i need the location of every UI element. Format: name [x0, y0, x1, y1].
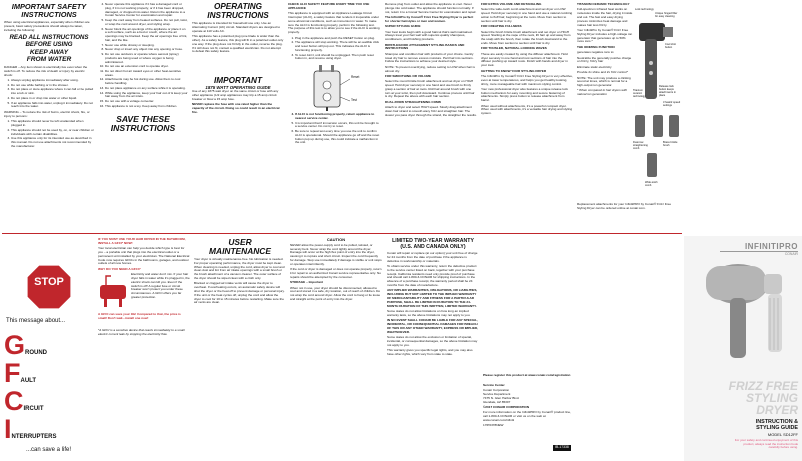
- volume-text: Select the round bristle brush attachment and set dryer on HIGH speed. Hold dryer securely in one hand and use brush to firmly grasp a section of hair at roots. Roll hair around brush with one turn at your wrist, then pull downward. Continue process until hair is dry. Repeat the above with each hair section.: [385, 79, 475, 99]
- gfci-why-heading: WHY DO YOU NEED A GFCI?: [98, 266, 141, 271]
- warranty-title-2: (U.S. AND CANADA ONLY): [400, 244, 466, 250]
- gfci-word: NTERRUPTERS: [11, 434, 57, 440]
- maintenance-title-1: USER: [228, 238, 252, 247]
- label-bristle: Brace bristle brush: [663, 141, 678, 147]
- warranty-text-1: Conair will repair or replace (at our option) your unit free of charge for 24 months from the date of purchase if the appliance is defective in workmanship or materials.: [387, 251, 478, 263]
- warning-item: 2. This appliance should not be used by, on, or near children or individuals with certain disabilities.: [11, 129, 94, 137]
- waves-heading: FOR TOUSLED, NATURAL-LOOKING WAVES: [481, 46, 547, 51]
- warning-list: [4, 120, 94, 148]
- gfci-text-column: [98, 238, 190, 458]
- fuse-warning: NEVER replace the fuse with one rated higher than the capacity of the circuit. Doing so could result in an electrical fire.: [192, 102, 280, 114]
- ion-bullet: Eliminate static electricity: [577, 64, 612, 69]
- warranty-text-4: Some states do not allow limitations on how long an implied warranty lasts, so the above limitations may not apply to you.: [387, 308, 471, 317]
- label-release: Release lock button keeps attachments in place: [659, 85, 676, 97]
- fullness-heading: FOR CREATING FULLNESS: [481, 24, 522, 29]
- danger-list: [4, 79, 94, 109]
- safety-item: 13. Do not place appliance on any surface while it is operating.: [105, 87, 188, 91]
- info-text: For more information on the InfinitiPRO by Conair® product line, call 1-800-3-CONAIR or visit us on the web at www.conair.com/infiniti: [483, 410, 571, 422]
- brand-logo: INFINITIPRO: [720, 242, 798, 252]
- save-title-2: INSTRUCTIONS: [110, 122, 176, 133]
- overdry-note: NOTE: To prevent overdrying, reduce setting to LOW when hair is almost dry.: [385, 64, 475, 73]
- gfci-word: IRCUIT: [23, 406, 44, 412]
- dryer-photo: [686, 254, 800, 374]
- cover-line-3: DRYER: [756, 403, 798, 417]
- warranty-text-5: IN NO EVENT SHALL CONAIR BE LIABLE FOR ANY SPECIAL, INCIDENTAL, OR CONSEQUENTIAL DAMAGES FOR BREACH OF THIS OR ANY OTHER WARRANTY, EXPRESS OR IMPLIED, WHATSOEVER.: [387, 318, 479, 334]
- cool-text: Remove plug from outlet and allow the appliance to cool. Never plunge into cold water. The appliance should function normally. If not, return it to a Conair Service Center for examination and repair.: [385, 3, 477, 14]
- save-life: ...can save a life!: [26, 447, 72, 453]
- safety-item: 8. Never drop or insert any object into any opening or hose.: [105, 48, 188, 52]
- reset-label: Reset: [351, 75, 360, 80]
- gfci-word: AULT: [20, 378, 37, 384]
- click-note: NOTE: The unit may produce a clicking sound at times, which is normal for a high-output ion generator.: [577, 75, 631, 88]
- gfci-heading: IF YOU MUST USE YOUR HAIR DRYER IN THE BATHROOM, INSTALL A GFCI* NOW!: [98, 238, 186, 245]
- alci-step: 5. It is important that if immersion occurs, this unit be brought to a service center. Do not try to reset.: [295, 122, 380, 130]
- safety-item: 14. While using the appliance, keep your hair out of & keep your hair away from the air inlets.: [105, 92, 188, 100]
- detangling-text: Select the wide-tooth comb attachment and set dryer on LOW speed. Hold dryer securely in one hand and use a natural combing action to fluff hair, beginning at the roots. Move from section to section until hair is dry.: [481, 7, 573, 23]
- watt-guide-title: 1875 WATT OPERATING GUIDE: [205, 85, 271, 91]
- read-all-2: BEFORE USING: [25, 41, 73, 49]
- register-text: Please register this product at www.conair.com/registration: [483, 373, 571, 377]
- warning-item: 3. Use this appliance only for its intended use as described in this manual. Do not use attachments not recommended by the manufacturer.: [11, 137, 94, 148]
- safety-item: 11. Do not direct hot air toward eyes or other heat-sensitive areas.: [105, 70, 188, 78]
- safety-item: 10. Do not use an extension cord to operate dryer.: [105, 65, 188, 69]
- operating-title-1: OPERATING: [213, 3, 263, 11]
- maintenance-text-1: Your dryer is virtually maintenance-free. No lubrication is needed. For proper operating performance, the dryer must be kept clean. When cleaning is needed, unplug the cord, allow dryer to cool and clean dust and lint from air intake openings with a small brush or the brush attachment of a vacuum cleaner. The outer surface of the dryer should be wiped clean with a cloth only.: [194, 257, 285, 280]
- alci-step: 2. The appliance will stop working. There will be an audible click and reset button will pop out. This indicates the ALCI is functioning properly.: [295, 41, 380, 52]
- cover-ins-1: INSTRUCTION &: [755, 419, 798, 425]
- fullness-text: Select the brush bristle brush attachment and set dryer on HIGH speed. Starting at the nape of the neck, lift hair up and away from the scalp with the brush, then rotate the brush downward to the ends. Move from section to section until hair is dry.: [481, 29, 571, 45]
- detangling-column: [481, 3, 573, 231]
- titanium-text: Full-spectrum infrared heat works on molecules inside the hair, drying it inside and out. The fast and easy drying process minimizes heat damage and makes hair less frizzy.: [577, 7, 633, 27]
- alci-step: 6. Be sure to repeat test every time you use the unit to confirm ALCI is operational. Should the appliance go off and the reset button pop up during use, this could indicate a malfunction in the unit.: [295, 130, 380, 145]
- danger-item: 4. Do not place in or drop into water or other liquid.: [11, 97, 94, 101]
- bathtub-icon: [98, 273, 128, 311]
- alci-plug-illustration: [288, 63, 380, 111]
- safety-item: 15. Do not use with a voltage converter.: [105, 100, 188, 104]
- label-filter: Unique hinged filter for easy cleaning: [655, 12, 678, 18]
- titanium-heading: TITANIUM CERAMIC TECHNOLOGY: [577, 3, 630, 6]
- cover-panel: [684, 236, 802, 461]
- keep-away-2: FROM WATER: [26, 55, 72, 63]
- message-about: This message about...: [6, 318, 66, 324]
- warning-item: 1. This appliance should never be left unattended when plugged in.: [11, 120, 94, 128]
- gfci-letter: C: [4, 386, 24, 416]
- perfect-text: The InfinitiPro by Conair® Frizz Free Styling Dryer is perfect for shorter hairstyles or men and women.: [385, 14, 474, 23]
- operating-column: [192, 3, 284, 231]
- maintenance-title-2: MAINTENANCE: [209, 246, 271, 256]
- danger-item: 2. Do not use while bathing or in the shower.: [11, 84, 94, 88]
- warranty-text-7: This warranty gives you specific legal rights, and you may also have other rights, which vary from state to state.: [387, 347, 473, 356]
- cover-title: [688, 380, 798, 450]
- caution-column: [290, 238, 382, 458]
- safety-item: 9. Do not use outdoors or operate where aerosol (spray) products are being used or where oxygen is being administered.: [105, 53, 188, 64]
- caution-text-2: If the cord or dryer is damaged or does not operate properly, return it for repair to an authorized Conair service representative only. No repairs should be attempted by the consumer.: [290, 267, 382, 279]
- waves-text: These are easily created by using the diffuser attachment. Hold dryer securely in one hand and rest sections of hair into the diffuser pushing up toward roots. Finish with hands and dryer in your look.: [481, 51, 568, 68]
- cover-note: For your safety and continued enjoyment of this product, always read the instruction book carefully before using.: [734, 438, 798, 450]
- ion-bullet: Provide 2x shine and 2x frizz control*: [577, 70, 628, 75]
- cover-ins-2: STYLING GUIDE: [756, 425, 798, 431]
- bristle-heading: BRISTLE/HOOK ATTACHMENT STYLING BASICS AND INSTRUCTIONS: [385, 42, 465, 51]
- alci-plug-figure: [288, 63, 380, 111]
- label-cool-shot: Cool shot button: [665, 43, 676, 49]
- product-code: 17IP0378NEW: [483, 423, 504, 428]
- label-comb-row: Dual-row straightening comb: [633, 141, 648, 150]
- gfci-word: ROUND: [25, 350, 48, 356]
- gfci-letter: G: [4, 330, 26, 360]
- stop-sign-text: STOP: [34, 276, 64, 288]
- keep-away-1: KEEP AWAY: [29, 48, 69, 56]
- section-divider: [2, 233, 682, 234]
- brand-sub: CONAIR: [784, 252, 798, 256]
- cover-line-2: STYLING: [745, 391, 798, 405]
- gfci-i: [4, 415, 94, 443]
- watt-guide-text: Use of any 1875 watt dryer on the same circuit or fuse with any other appliance (1/2 amp appliances may trip a 15 amp circuit breaker or blow a 15 amp fuse.: [192, 89, 279, 101]
- know-dryer-text: The InfinitiPro by Conair® Frizz Free Styling Dryer is very effective, even at lower temperatures, and helps you get healthy-looking, shiny, more manageable hair with maximum styling control.: [481, 73, 573, 86]
- gfci-c: [4, 387, 94, 415]
- copyright: ©2017 CONAIR CORPORATION: [483, 404, 530, 409]
- safety-column-2: [98, 3, 188, 231]
- save-title-1: SAVE THESE: [116, 113, 170, 124]
- volume-heading: FOR SMOOTHING OR VOLUME: [385, 73, 432, 78]
- alci-step: 4. If ALCI is not functioning properly, return appliance to nearest service center.: [295, 113, 380, 121]
- safety-list-continued: [98, 3, 188, 109]
- ib-code: IB-17338: [555, 445, 569, 449]
- safety-item: 5. Keep the cord away from heated surfaces. Do not pull, twist, or wrap the cord around dryer, and styling wrap.: [105, 19, 188, 27]
- warranty-column: [387, 238, 479, 458]
- label-lock: Lock technology: [635, 8, 654, 11]
- dryer-diagram: [633, 3, 681, 193]
- service-address: Conair Corporation Service Department 7475 N. Glen Harbor Blvd. Glendale, AZ 85307: [483, 388, 520, 404]
- ion-bullet: Neutralize the generally positive charge on frizzy, frizzy hair: [577, 55, 632, 64]
- warranty-text-3: ANY IMPLIED WARRANTIES, OBLIGATIONS, OR LIABILITIES, INCLUDING BUT NOT LIMITED TO THE IMPLIED WARRANTY OF MERCHANTABILITY AND FITNESS FOR A PARTICULAR PURPOSE, SHALL BE LIMITED IN DURATION TO THE 24-MONTH DURATION OF THIS WRITTEN, LIMITED WARRANTY.: [387, 288, 478, 308]
- operating-text-1: This appliance is intended for household use only. Use an Alternating Current (AC) circuit. Standard dryers are designed to operate at 110 volts AC.: [192, 21, 281, 33]
- detangling-heading: FOR EXTRA VOLUME AND DETANGLING: [481, 3, 542, 6]
- know-dryer-heading: GETTING TO KNOW YOUR STYLING DRYER: [481, 68, 547, 73]
- service-heading: Service Center: [483, 382, 505, 387]
- operating-text-2: This appliance has a polarized plug (one blade is wider than the other). As a safety feature, this plug will fit in a polarized outlet only one way. If the plug does not fit fully in the outlet, reverse the plug. If it still does not fit, contact a qualified electrician. Do not attempt to defeat this safety feature.: [192, 34, 284, 54]
- warranty-text-2: To obtain service under this warranty, return the defective product to the service center listed on back, together with your purchase receipt. California residents need only provide proof of purchase and should call 1-800-3-CONAIR for shipping instructions. In the absence of a purchase receipt, the warranty period shall be 24 months from the date of manufacture.: [387, 263, 477, 287]
- safety-item: 6. Never block the air openings of the appliance or place it on a soft surface, such as a bed or couch, where the air openings may be blocked. Keep the air openings free of lint, hair, and the like.: [105, 28, 188, 43]
- alci-heading: CHECK ALCI SAFETY FEATURE EVERY TIME YOU USE APPLIANCE: [288, 3, 370, 10]
- safety-item: 16. This appliance is not a toy. Keep away from children.: [105, 105, 188, 109]
- safety-item: 4. Never operate this appliance if it has a damaged cord or plug, if it is not working properly, or if it has been dropped, damaged, or dropped into water. Return the appliance to a Conair Service Center for examination and repair.: [105, 3, 188, 18]
- storage-text: When not in use, your dryer should be disconnected, allowed to cool and stored in a safe, dry location, out of reach of children. Do not wrap the cord around dryer. Allow the cord to hang or lie loose and straight at the point of entry into the dryer.: [290, 285, 381, 301]
- alci-column: [288, 3, 380, 231]
- label-heat: 3 heat/2 speed settings: [663, 101, 681, 107]
- gfci-poster: [4, 238, 94, 458]
- safety-column: [4, 3, 94, 231]
- danger-item: 3. Do not place or store appliance where it can fall or be pulled into a tub or sink.: [11, 88, 94, 96]
- warranty-text-6: Some states do not allow the exclusion or limitation of special, incidental, or consequential damages, so the above limitation may not apply to you.: [387, 334, 478, 347]
- gfci-text-3: A GFCI can save your life! Compared to that, the price is small! Don't wait...install one now!: [98, 312, 181, 320]
- safety-item: 7. Never use while drowsy or sleeping.: [105, 44, 188, 48]
- label-titanium: Titanium ceramic technology: [633, 89, 646, 98]
- alci-steps: [288, 37, 380, 62]
- warning-text: WARNING – To reduce the risk of burns, electric shock, fire, or injury to persons:: [4, 110, 90, 118]
- styling-column: [385, 3, 477, 231]
- safety-title-1: IMPORTANT SAFETY: [11, 3, 87, 11]
- read-all-1: READ ALL INSTRUCTIONS: [9, 34, 89, 42]
- danger-item: 5. If an appliance falls into water, unplug it immediately. Do not reach into the water.: [11, 102, 94, 110]
- safety-item: 12. Attachments may be hot during use. Allow them to cool before handling.: [105, 78, 188, 86]
- caution-title: CAUTION: [326, 238, 346, 242]
- ion-footnote: * When compared to hair dryers with natural ion generation: [577, 88, 628, 97]
- alci-text: This appliance is equipped with an Appliance Leakage Circuit Interrupter (ALCI), a safety feature that renders it inoperable under some abnormal conditions, such as immersion in water. To make sure the ALCI is functioning properly, perform the following test. The purpose of this test is to allow you to see if the ALCI is working properly.: [288, 11, 380, 35]
- cover-model: MODEL SD12FF: [767, 432, 798, 437]
- caution-text-1: NEVER allow the power-supply cord to be pulled, twisted, or severely bent. Never wrap the cord tightly around the dryer. Damage will occur at the high flex point of entry into the dryer, causing it to rupture and short circuit. Inspect the cord frequently for damage. Stop use immediately if damage is visible or unit stops or operates intermittently.: [290, 242, 382, 266]
- maintenance-column: [194, 238, 286, 458]
- replacement-text: Replacement attachments for your InfinitiPRO by Conair® Frizz Free Styling Dryer can be ordered online at conair.com.: [577, 202, 672, 210]
- gfci-letter: F: [4, 358, 21, 388]
- gfci-text-1: Your local electrician can help you decide which type is best for you – a portable unit that plugs into the electrical outlet or a permanent unit installed by your electrician. The National Electrical Code now requires GFCIs in the bathrooms, garages, and outdoor outlets of all new homes.: [98, 246, 190, 266]
- contact-column: [483, 238, 575, 458]
- label-wide-comb: Wide-tooth comb: [645, 181, 658, 187]
- alci-steps-2: [288, 113, 380, 145]
- safety-title-2: INSTRUCTIONS: [21, 10, 77, 19]
- bristle-text: Shampoo and condition hair with products of your choice. Gently towel dry hair to remove excess moisture. Part hair into sections. Follow the instructions to achieve your desired style.: [385, 51, 474, 64]
- gfci-footnote: *A GFCI is a sensitive device that reacts immediately to a small electric current leak by stopping the electricity flow.: [98, 327, 185, 336]
- comb-heading: DUAL-FROW STRAIGHTENING COMB: [385, 99, 441, 104]
- gfci-f: [4, 359, 94, 387]
- danger-text: DANGER – Any item shown is electrically live even when the switch is off. To reduce the risk of death or injury by electric shock:: [4, 64, 88, 77]
- alci-step: 1. Plug in the appliance and push the RESET button on plug.: [295, 37, 380, 41]
- important-title: IMPORTANT: [214, 76, 262, 86]
- lock-text: Your new professional dryer also features a unique release lock button mechanism for easy mounting and secure fastening of attachments. Simply press button to release attachment from barrel.: [481, 86, 568, 103]
- danger-item: 1. Always unplug appliance immediately after using.: [11, 79, 94, 83]
- technology-column: [577, 3, 681, 231]
- maintenance-text-2: Blocked or clogged air intake vents will cause the dryer to overheat. If overheating occurs, an automatic safety device will shut the dryer or the heat off to prevent damage or personal injury. If the unit or the heat cycles off, unplug the cord and allow the dryer to cool for 10 to 15 minutes before restarting. Make sure the air vents are clean.: [194, 281, 285, 305]
- gfci-text-2: Electricity and water don't mix. If your hair dryer falls in water while it's plugged in, the electric shock can kill you. Even if the switch is off! A regular fuse or circuit breaker won't protect you under these circumstances. A GFCI offers you far greater protection.: [131, 272, 190, 299]
- super-styling-heading: SUPER STYLING GUIDE: [385, 24, 421, 29]
- ionizing-heading: THE IONIZING FUNCTION: [577, 44, 615, 49]
- storage-heading: STORAGE – Important: [290, 280, 323, 285]
- cover-line-1: FRIZZ FREE: [728, 379, 798, 393]
- alci-step: 3. To reset ALCI, unit should be unplugged. Then push reset button in, and resume using dryer.: [295, 54, 380, 62]
- warranty-title-1: LIMITED TWO-YEAR WARRANTY: [392, 238, 474, 244]
- versatile-text: When used without attachments, it's a powerful compact dryer. When used with attachments, it's a versatile hair drying and styling system.: [481, 103, 573, 116]
- gfci-g: [4, 331, 94, 359]
- test-label: Test: [351, 98, 357, 103]
- safety-intro: When using electrical appliances, especially when children are present, basic safety precautions should always be taken, including the following:: [4, 20, 90, 32]
- ion-text: Your InfinitiPro by Conair® Frizz Free Styling Dryer includes a high-voltage ion generator that generates up to 50% more ions.*: [577, 27, 633, 44]
- comb-text: Attach to dryer and select HIGH speed. Slowly drag attachment down hair strand to smooth wavy frizz and straighten hair. The slower you pass dryer through the strand, the straighter the results.: [385, 105, 477, 117]
- ionizing-text: generates negative ions to:: [577, 50, 615, 55]
- operating-title-2: INSTRUCTIONS: [207, 10, 269, 20]
- gfci-letter: I: [4, 414, 12, 444]
- super-styling-text: Your best looks begin with a good haircut that's well maintained. Always treat your hair well with superior-quality shampoos, conditioners, and finishing products.: [385, 29, 473, 42]
